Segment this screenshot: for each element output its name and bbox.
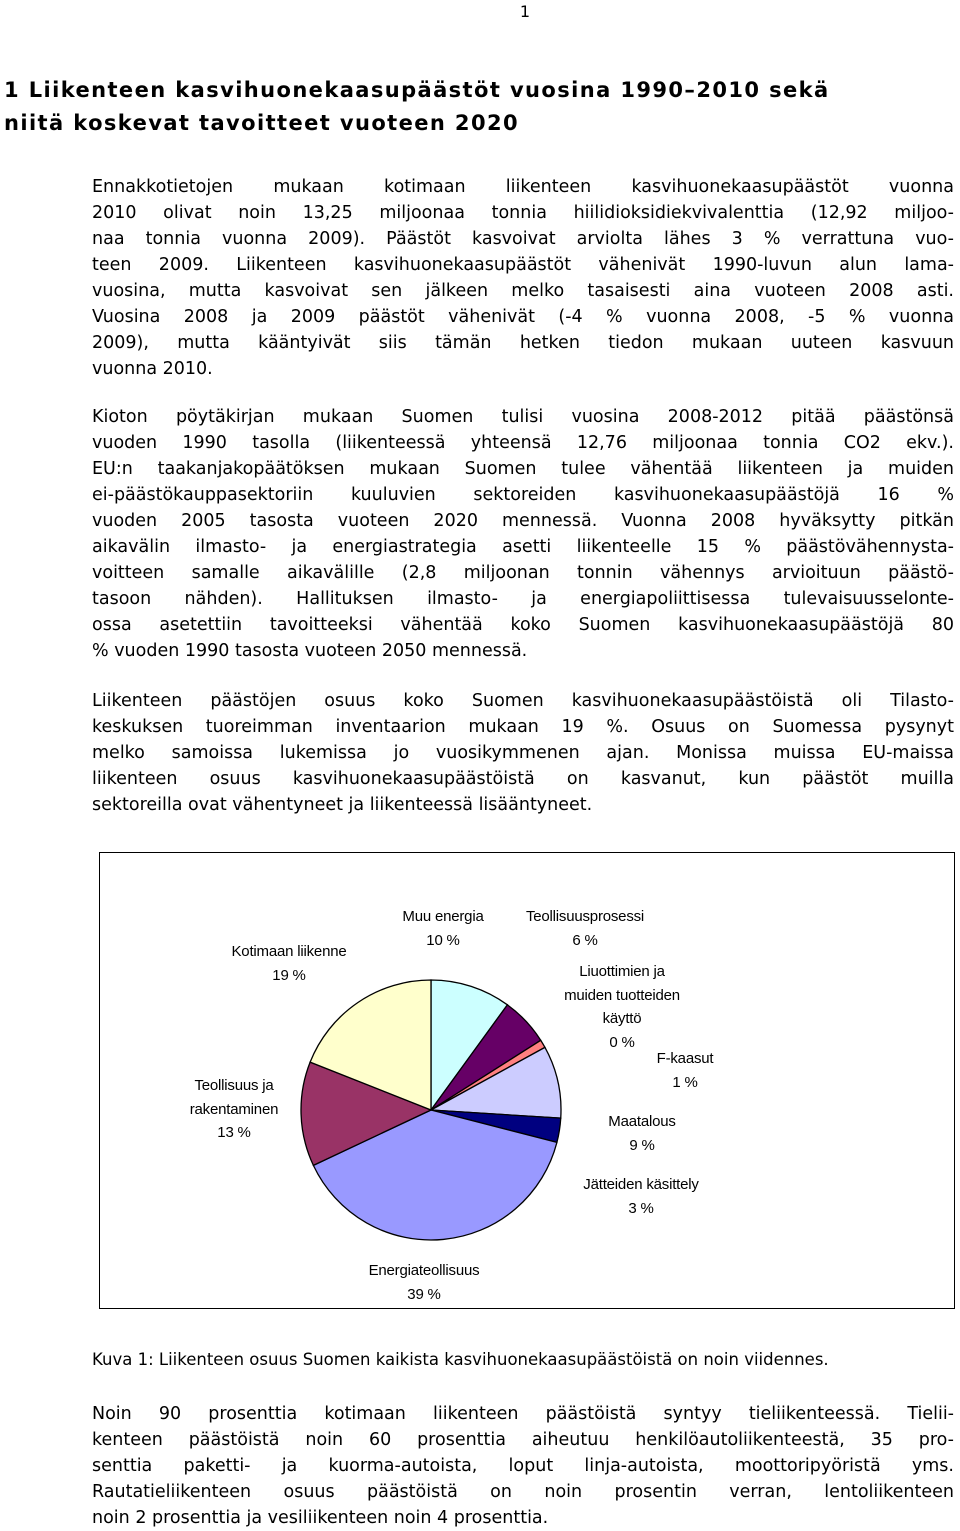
- paragraph-line: 2009), mutta kääntyivät siis tämän hetken tiedon mukaan uuteen kasvuun: [92, 333, 954, 353]
- label-maatalous: Maatalous 9 %: [608, 1113, 676, 1154]
- paragraph-line: vuonna 2010.: [92, 359, 213, 379]
- pie-chart-frame: [99, 852, 955, 1309]
- paragraph-line: vuosina, mutta kasvoivat sen jälkeen melko tasaisesti aina vuoteen 2008 asti.: [92, 281, 954, 301]
- label-f-kaasut: F-kaasut 1 %: [656, 1050, 714, 1091]
- paragraph-line: % vuoden 1990 tasosta vuoteen 2050 mennessä.: [92, 641, 528, 661]
- paragraph-line: keskuksen tuoreimman inventaarion mukaan 19 %. Osuus on Suomessa pysynyt: [92, 717, 954, 737]
- paragraph-line: Vuosina 2008 ja 2009 päästöt vähenivät (-4 % vuonna 2008, -5 % vuonna: [92, 307, 954, 327]
- paragraph-line: sektoreilla ovat vähentyneet ja liikenteessä lisääntyneet.: [92, 795, 593, 815]
- paragraph-line: tasoon nähden). Hallituksen ilmasto- ja energiapoliittisessa tulevaisuusselonte-: [92, 589, 954, 609]
- paragraph-line: voitteen samalle aikavälille (2,8 miljoonan tonnin vähennys arvioituun päästö-: [92, 563, 954, 583]
- paragraph-line: naa tonnia vuonna 2009). Päästöt kasvoivat arviolta lähes 3 % verrattuna vuo-: [92, 229, 954, 249]
- paragraph-line: Ennakkotietojen mukaan kotimaan liikenteen kasvihuonekaasupäästöt vuonna: [92, 177, 954, 197]
- paragraph-line: ei-päästökauppasektoriin kuuluvien sektoreiden kasvihuonekaasupäästöjä 16 %: [92, 485, 954, 505]
- paragraph-line: teen 2009. Liikenteen kasvihuonekaasupäästöt vähenivät 1990-luvun alun lama-: [92, 255, 954, 275]
- paragraph-line: ossa asetettiin tavoitteeksi vähentää koko Suomen kasvihuonekaasupäästöjä 80: [92, 615, 954, 635]
- heading-line-1: 1 Liikenteen kasvihuonekaasupäästöt vuosina 1990–2010 sekä: [4, 78, 830, 102]
- paragraph-line: kenteen päästöistä noin 60 prosenttia aiheutuu henkilöautoliikenteestä, 35 pro-: [92, 1430, 954, 1450]
- paragraph-line: noin 2 prosenttia ja vesiliikenteen noin 4 prosenttia.: [92, 1508, 549, 1528]
- heading-line-2: niitä koskevat tavoitteet vuoteen 2020: [4, 111, 519, 135]
- label-muu-energia: Muu energia 10 %: [402, 908, 484, 949]
- paragraph-line: liikenteen osuus kasvihuonekaasupäästöistä on kasvanut, kun päästöt muilla: [92, 769, 954, 789]
- paragraph-line: Noin 90 prosenttia kotimaan liikenteen päästöistä syntyy tieliikenteessä. Tielii-: [92, 1404, 954, 1424]
- label-teollisuusprosessi: Teollisuusprosessi 6 %: [525, 908, 645, 949]
- paragraph-line: senttia paketti- ja kuorma-autoista, loput linja-autoista, moottoripyöristä yms.: [92, 1456, 954, 1476]
- label-teollisuus-ja-rakentaminen: Teollisuus ja rakentaminen 13 %: [189, 1077, 279, 1141]
- paragraph-line: aikavälin ilmasto- ja energiastrategia asetti liikenteelle 15 % päästövähennysta-: [92, 537, 954, 557]
- label-kotimaan-liikenne: Kotimaan liikenne 19 %: [231, 943, 347, 984]
- figure-caption: Kuva 1: Liikenteen osuus Suomen kaikista kasvihuonekaasupäästöistä on noin viidennes.: [92, 1350, 829, 1369]
- paragraph-line: Liikenteen päästöjen osuus koko Suomen kasvihuonekaasupäästöistä oli Tilasto-: [92, 691, 954, 711]
- section-heading: [4, 74, 934, 140]
- label-energiateollisuus: Energiateollisuus 39 %: [368, 1262, 480, 1303]
- paragraph-line: EU:n taakanjakopäätöksen mukaan Suomen tulee vähentää liikenteen ja muiden: [92, 459, 954, 479]
- label-jatteiden-kasittely: Jätteiden käsittely 3 %: [583, 1176, 699, 1217]
- paragraph-line: Rautatieliikenteen osuus päästöistä on noin prosentin verran, lentoliikenteen: [92, 1482, 954, 1502]
- paragraph-line: vuoden 2005 tasosta vuoteen 2020 mennessä. Vuonna 2008 hyväksytty pitkän: [92, 511, 954, 531]
- paragraph-line: vuoden 1990 tasolla (liikenteessä yhteensä 12,76 miljoonaa tonnia CO2 ekv.).: [92, 433, 954, 453]
- label-liuottimet: Liuottimien ja muiden tuotteiden käyttö 0 %: [564, 963, 680, 1051]
- paragraph-line: Kioton pöytäkirjan mukaan Suomen tulisi vuosina 2008-2012 pitää päästönsä: [92, 407, 954, 427]
- page-number: 1: [519, 2, 531, 21]
- paragraph-line: 2010 olivat noin 13,25 miljoonaa tonnia hiilidioksidiekvivalenttia (12,92 miljoo-: [92, 203, 954, 223]
- paragraph-line: melko samoissa lukemissa jo vuosikymmenen ajan. Monissa muissa EU-maissa: [92, 743, 954, 763]
